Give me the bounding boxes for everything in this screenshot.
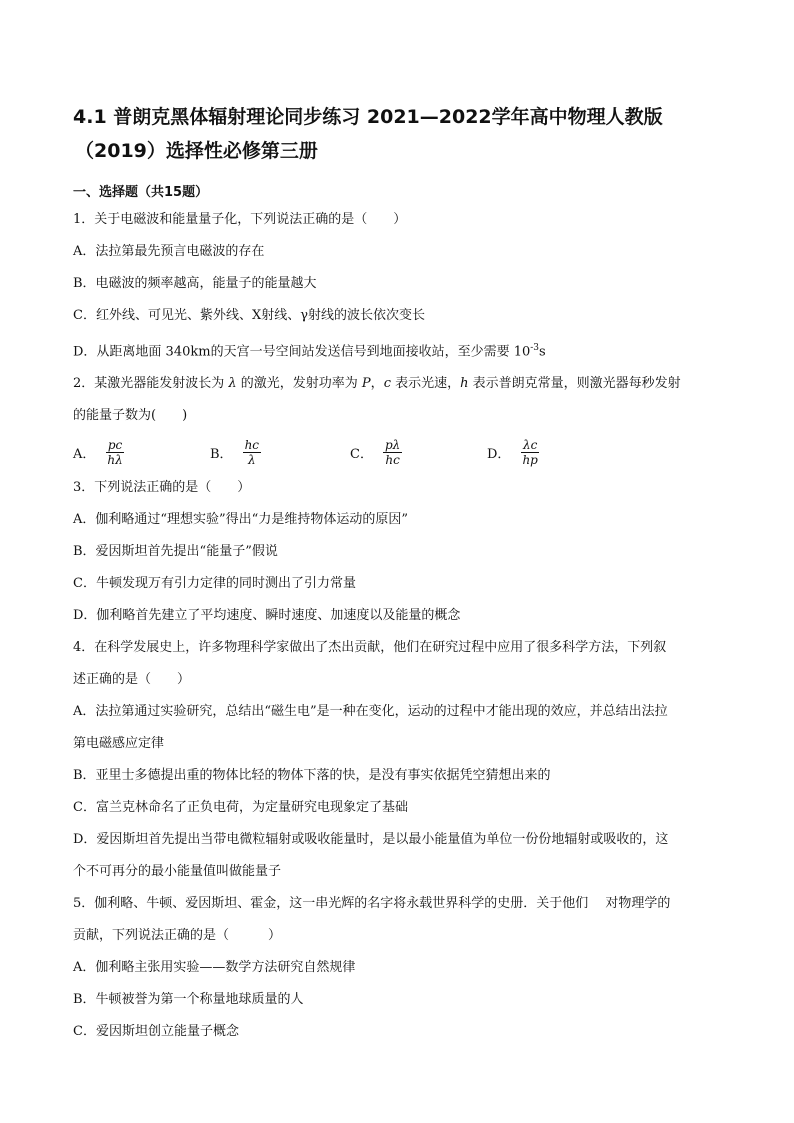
- question-5-stem: 5．伽利略、牛顿、爱因斯坦、霍金，这一串光辉的名字将永载世界科学的史册．关于他们 对物理学的: [73, 896, 671, 912]
- question-1: [73, 204, 723, 368]
- question-2-option-c: [350, 438, 487, 467]
- question-5-option-a: A．伽利略主张用实验——数学方法研究自然规律: [73, 960, 356, 976]
- lambda-symbol: λ: [228, 376, 237, 392]
- option-label: A．: [73, 446, 96, 462]
- fraction: [383, 438, 402, 467]
- question-5-option-c: C．爱因斯坦创立能量子概念: [73, 1024, 239, 1040]
- planck-symbol: h: [460, 376, 469, 392]
- fraction: [243, 438, 261, 467]
- question-4-option-d: D．爱因斯坦首先提出当带电微粒辐射或吸收能量时，是以最小能量值为单位一份份地辐射或吸收的，这: [73, 832, 669, 848]
- option-d-exponent: -3: [530, 343, 540, 353]
- question-4-option-c: C．富兰克林命名了正负电荷，为定量研究电现象定了基础: [73, 800, 408, 816]
- question-1-option-a: A．法拉第最先预言电磁波的存在: [73, 244, 265, 259]
- question-4-option-b: B．亚里士多德提出重的物体比轻的物体下落的快，是没有事实依据凭空猜想出来的: [73, 768, 551, 784]
- stem-text: 的激光，发射功率为: [236, 376, 362, 392]
- option-label: D．: [487, 446, 511, 462]
- stem-text: 2．某激光器能发射波长为: [73, 376, 229, 392]
- question-5: [73, 888, 723, 1048]
- denominator: hλ: [107, 452, 123, 467]
- denominator: hc: [385, 452, 400, 467]
- stem-text: 表示光速，: [390, 376, 461, 392]
- question-5-stem-line-2: 贡献，下列说法正确的是（ ）: [73, 928, 282, 944]
- numerator: hc: [244, 437, 260, 452]
- worksheet-title: [73, 100, 723, 168]
- question-1-option-d: [73, 332, 723, 368]
- question-2-option-d: [487, 438, 540, 467]
- question-1-option-c: C．红外线、可见光、紫外线、X射线、γ射线的波长依次变长: [73, 308, 425, 323]
- numerator: λc: [522, 437, 538, 452]
- question-4-option-d-line-2: 个不可再分的最小能量值叫做能量子: [73, 864, 282, 880]
- question-2-stem-line-2: 的能量子数为( ): [73, 408, 188, 424]
- question-4: [73, 632, 723, 888]
- question-3-option-a: A．伽利略通过“理想实验”得出“力是维持物体运动的原因”: [73, 512, 408, 528]
- numerator: pc: [107, 437, 123, 452]
- question-2-stem: [73, 368, 723, 400]
- denominator: λ: [247, 452, 256, 467]
- title-line-1: 4.1 普朗克黑体辐射理论同步练习 2021—2022学年高中物理人教版: [73, 106, 663, 128]
- question-1-stem: 1．关于电磁波和能量量子化，下列说法正确的是（ ）: [73, 212, 407, 227]
- light-speed-symbol: c: [383, 376, 391, 392]
- power-symbol: P: [361, 376, 371, 392]
- question-4-option-a: A．法拉第通过实验研究，总结出“磁生电”是一种在变化，运动的过程中才能出现的效应，并总结出法拉: [73, 704, 668, 720]
- question-2: [73, 368, 723, 472]
- question-5-option-b: B．牛顿被誉为第一个称量地球质量的人: [73, 992, 304, 1008]
- question-2-option-b: [210, 438, 350, 467]
- question-3-stem: 3．下列说法正确的是（ ）: [73, 480, 251, 496]
- stem-text: 表示普朗克常量，则激光器每秒发射: [468, 376, 681, 392]
- option-label: C．: [350, 446, 373, 462]
- title-line-2: （2019）选择性必修第三册: [75, 140, 318, 162]
- question-3-option-c: C．牛顿发现万有引力定律的同时测出了引力常量: [73, 576, 356, 592]
- option-label: B．: [210, 446, 233, 462]
- worksheet-page: [73, 100, 723, 1048]
- section-heading: 一、选择题（共15题）: [73, 185, 209, 200]
- question-4-stem: 4．在科学发展史上，许多物理科学家做出了杰出贡献，他们在研究过程中应用了很多科学方法，下列叙: [73, 640, 667, 656]
- question-4-option-a-line-2: 第电磁感应定律: [73, 736, 165, 752]
- numerator: pλ: [384, 437, 401, 452]
- question-1-option-b: B．电磁波的频率越高，能量子的能量越大: [73, 276, 317, 291]
- option-d-unit: s: [539, 344, 546, 360]
- question-3: [73, 472, 723, 632]
- question-3-option-b: B．爱因斯坦首先提出“能量子”假说: [73, 544, 278, 560]
- denominator: hp: [522, 452, 538, 467]
- fraction: [105, 438, 124, 467]
- option-d-text: D．从距离地面 340km的天宫一号空间站发送信号到地面接收站，至少需要 10: [73, 344, 531, 360]
- question-3-option-d: D．伽利略首先建立了平均速度、瞬时速度、加速度以及能量的概念: [73, 608, 461, 624]
- fraction: [520, 438, 539, 467]
- question-4-stem-line-2: 述正确的是（ ）: [73, 672, 191, 688]
- stem-text: ，: [370, 376, 384, 392]
- question-2-option-a: [73, 438, 210, 467]
- question-2-options: [73, 432, 723, 472]
